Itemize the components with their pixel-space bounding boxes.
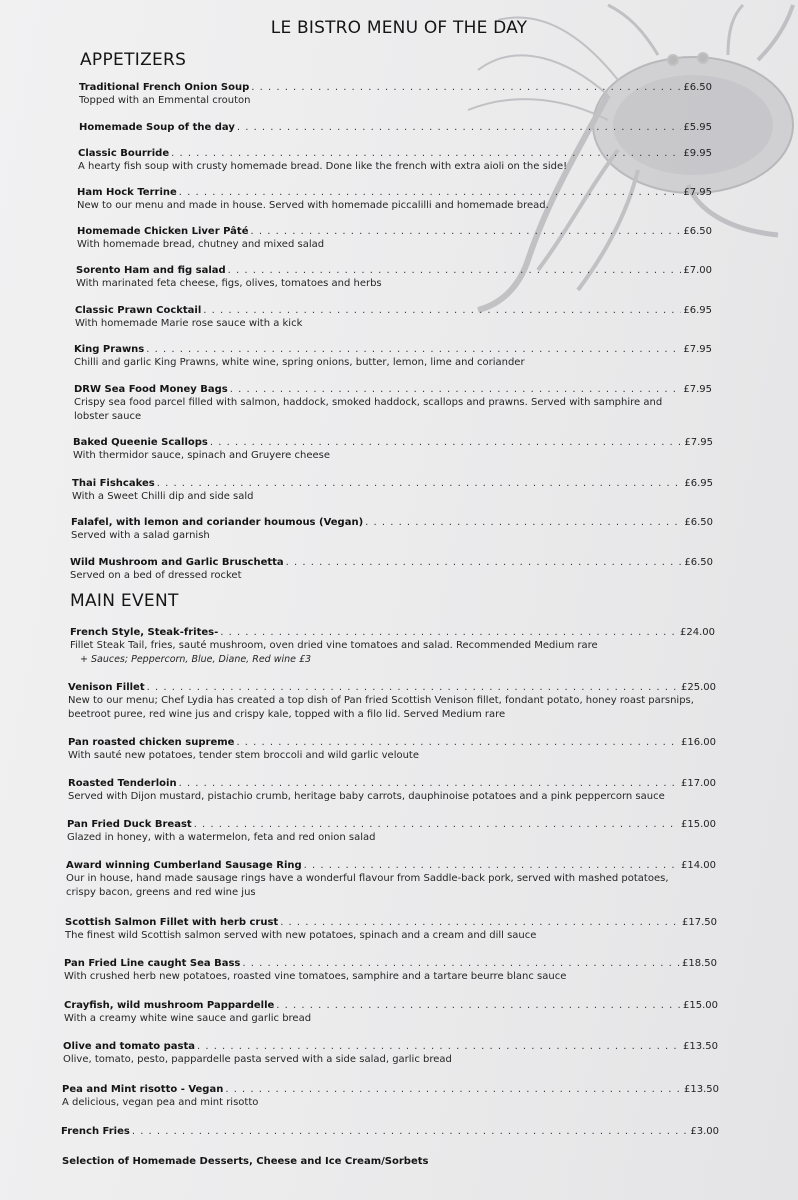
menu-item-price: £5.95	[683, 122, 712, 133]
menu-item-name: Homemade Soup of the day	[79, 122, 235, 133]
menu-item	[61, 1126, 719, 1137]
menu-item	[68, 778, 716, 804]
menu-item-row	[68, 682, 716, 693]
menu-item-price: £6.95	[684, 478, 713, 489]
menu-item-row	[68, 778, 716, 789]
menu-item	[79, 82, 712, 108]
dot-leader	[280, 917, 680, 928]
menu-item-name: Homemade Chicken Liver Pâté	[77, 226, 249, 237]
dot-leader	[157, 478, 683, 489]
menu-item	[64, 958, 717, 984]
menu-item-price: £7.95	[683, 384, 712, 395]
dot-leader	[251, 226, 682, 237]
menu-item-description: New to our menu; Chef Lydia has created a top dish of Pan fried Scottish Venison fillet, fondant potato, honey roast parsnips, beetroot puree, red wine jus and crispy kale, topped with a filo lid. Served Medium rare	[68, 695, 694, 720]
menu-item-row	[73, 437, 713, 448]
menu-item-name: Crayfish, wild mushroom Pappardelle	[64, 1000, 275, 1011]
menu-item-price: £15.00	[683, 1000, 718, 1011]
menu-item-description: With homemade Marie rose sauce with a kick	[75, 318, 303, 329]
menu-item	[77, 187, 712, 213]
menu-item-description: With sauté new potatoes, tender stem broccoli and wild garlic veloute	[68, 750, 419, 761]
menu-item-name: Baked Queenie Scallops	[73, 437, 208, 448]
dot-leader	[220, 627, 678, 638]
menu-item-description: With crushed herb new potatoes, roasted vine tomatoes, samphire and a tartare beurre blanc sauce	[64, 971, 567, 982]
menu-item	[77, 226, 712, 252]
menu-item-row	[78, 148, 712, 159]
menu-item-name: Pan Fried Line caught Sea Bass	[64, 958, 241, 969]
dot-leader	[286, 557, 683, 568]
menu-item-description: The finest wild Scottish salmon served with new potatoes, spinach and a cream and dill sauce	[65, 930, 537, 941]
desserts-note: Selection of Homemade Desserts, Cheese and Ice Cream/Sorbets	[62, 1156, 429, 1167]
menu-item-name: Olive and tomato pasta	[63, 1041, 195, 1052]
menu-item-description: With a Sweet Chilli dip and side sald	[72, 491, 254, 502]
menu-item-price: £6.50	[684, 557, 713, 568]
dot-leader	[251, 82, 681, 93]
menu-item-name: Scottish Salmon Fillet with herb crust	[65, 917, 279, 928]
menu-item	[74, 344, 712, 370]
appetizers-heading: APPETIZERS	[80, 50, 187, 70]
menu-item-name: Ham Hock Terrine	[77, 187, 177, 198]
menu-item-name: Traditional French Onion Soup	[79, 82, 250, 93]
menu-item-row	[72, 478, 713, 489]
menu-item-name: Pan roasted chicken supreme	[68, 737, 235, 748]
menu-item	[67, 819, 716, 845]
menu-item-price: £16.00	[681, 737, 716, 748]
menu-item-price: £7.95	[684, 437, 713, 448]
dot-leader	[365, 517, 682, 528]
menu-item-row	[64, 958, 717, 969]
menu-item-row	[66, 860, 716, 871]
menu-item-name: Falafel, with lemon and coriander houmous (Vegan)	[71, 517, 364, 528]
menu-item-row	[75, 305, 712, 316]
menu-item-description: Chilli and garlic King Prawns, white wine, spring onions, butter, lemon, lime and coriander	[74, 357, 525, 368]
menu-item-row	[74, 384, 712, 395]
menu-item-description: Served with a salad garnish	[71, 530, 210, 541]
menu-item-description: With homemade bread, chutney and mixed salad	[77, 239, 325, 250]
menu-item-description: Served with Dijon mustard, pistachio crumb, heritage baby carrots, dauphinoise potatoes and a pink peppercorn sauce	[68, 791, 665, 802]
menu-item-price: £13.50	[683, 1041, 718, 1052]
menu-item-price: £17.00	[681, 778, 716, 789]
menu-item-row	[76, 265, 712, 276]
menu-item-price: £7.95	[683, 187, 712, 198]
menu-item-row	[70, 627, 715, 638]
menu-item-row	[74, 344, 712, 355]
menu-item-name: French Fries	[61, 1126, 130, 1137]
dot-leader	[236, 737, 679, 748]
menu-item-description: Glazed in honey, with a watermelon, feta and red onion salad	[67, 832, 376, 843]
menu-item-name: Pan Fried Duck Breast	[67, 819, 192, 830]
menu-item-name: DRW Sea Food Money Bags	[74, 384, 228, 395]
dot-leader	[147, 682, 679, 693]
menu-item-row	[77, 226, 712, 237]
menu-item-price: £25.00	[681, 682, 716, 693]
menu-item-description: Served on a bed of dressed rocket	[70, 570, 242, 581]
dot-leader	[194, 819, 679, 830]
menu-item-description: New to our menu and made in house. Served with homemade piccalilli and homemade bread.	[77, 200, 549, 211]
menu-item	[72, 478, 713, 504]
menu-item-price: £3.00	[690, 1126, 719, 1137]
menu-item-price: £17.50	[682, 917, 717, 928]
dot-leader	[179, 187, 682, 198]
menu-item-description: With thermidor sauce, spinach and Gruyere cheese	[73, 450, 330, 461]
menu-item-price: £6.50	[683, 226, 712, 237]
dot-leader	[132, 1126, 689, 1137]
menu-item-name: French Style, Steak-frites-	[70, 627, 219, 638]
menu-item	[74, 384, 712, 424]
dot-leader	[276, 1000, 681, 1011]
dot-leader	[179, 778, 679, 789]
dot-leader	[225, 1084, 682, 1095]
menu-item-price: £6.50	[683, 82, 712, 93]
menu-item-row	[70, 557, 713, 568]
menu-item-description: Olive, tomato, pesto, pappardelle pasta served with a side salad, garlic bread	[63, 1054, 452, 1065]
menu-item-name: Classic Bourride	[78, 148, 170, 159]
dot-leader	[242, 958, 680, 969]
menu-item-name: Venison Fillet	[68, 682, 145, 693]
menu-item-description: Fillet Steak Tail, fries, sauté mushroom, oven dried vine tomatoes and salad. Recommended Medium rare	[70, 640, 598, 651]
menu-item-description: With marinated feta cheese, figs, olives, tomatoes and herbs	[76, 278, 382, 289]
menu-item-note: + Sauces; Peppercorn, Blue, Diane, Red wine £3	[80, 654, 312, 665]
dot-leader	[230, 384, 682, 395]
menu-item-price: £18.50	[682, 958, 717, 969]
menu-item	[63, 1041, 718, 1067]
menu-item	[79, 122, 712, 133]
menu-item-price: £6.50	[684, 517, 713, 528]
menu-item-name: Wild Mushroom and Garlic Bruschetta	[70, 557, 284, 568]
menu-item	[71, 517, 713, 543]
menu-item-name: Award winning Cumberland Sausage Ring	[66, 860, 302, 871]
menu-item	[70, 627, 715, 666]
menu-item-row	[61, 1126, 719, 1137]
menu-item	[78, 148, 712, 174]
menu-item	[75, 305, 712, 331]
menu-item-price: £7.00	[683, 265, 712, 276]
menu-item-description: Crispy sea food parcel filled with salmon, haddock, smoked haddock, scallops and prawns. Served with samphire and lobster sauce	[74, 397, 663, 422]
menu-item	[68, 682, 716, 722]
menu-item-name: Pea and Mint risotto - Vegan	[62, 1084, 224, 1095]
menu-item-description: A delicious, vegan pea and mint risotto	[62, 1097, 259, 1108]
menu-item-description: With a creamy white wine sauce and garlic bread	[64, 1013, 312, 1024]
menu-item-row	[62, 1084, 719, 1095]
menu-item	[62, 1084, 719, 1110]
menu-item-row	[68, 737, 716, 748]
dot-leader	[210, 437, 682, 448]
menu-item-row	[64, 1000, 718, 1011]
menu-item-row	[79, 122, 712, 133]
dot-leader	[146, 344, 681, 355]
dot-leader	[171, 148, 681, 159]
dot-leader	[237, 122, 682, 133]
menu-item-price: £14.00	[681, 860, 716, 871]
dot-leader	[228, 265, 682, 276]
menu-item-description: Topped with an Emmental crouton	[79, 95, 251, 106]
menu-item-price: £6.95	[683, 305, 712, 316]
menu-item-description: Our in house, hand made sausage rings have a wonderful flavour from Saddle-back pork, served with mashed potatoes, crispy bacon, greens and red wine jus	[66, 873, 669, 898]
menu-title: LE BISTRO MENU OF THE DAY	[270, 18, 528, 38]
menu-item	[66, 860, 716, 900]
menu-item	[65, 917, 717, 943]
menu-item	[76, 265, 712, 291]
menu-item-description: A hearty fish soup with crusty homemade bread. Done like the french with extra aioli on the side!	[78, 161, 568, 172]
menu-item-name: Thai Fishcakes	[72, 478, 155, 489]
menu-item-price: £15.00	[681, 819, 716, 830]
menu-item-name: Roasted Tenderloin	[68, 778, 177, 789]
menu-item-price: £13.50	[684, 1084, 719, 1095]
menu-item	[64, 1000, 718, 1026]
menu-item-price: £9.95	[683, 148, 712, 159]
menu-item	[73, 437, 713, 463]
menu-item	[70, 557, 713, 583]
menu-item-row	[71, 517, 713, 528]
menu-item-row	[77, 187, 712, 198]
menu-item-name: Classic Prawn Cocktail	[75, 305, 202, 316]
menu-item-name: Sorento Ham and fig salad	[76, 265, 226, 276]
menu-item-row	[65, 917, 717, 928]
menu-item-row	[63, 1041, 718, 1052]
menu-item	[68, 737, 716, 763]
menu-item-price: £7.95	[683, 344, 712, 355]
menu-item-row	[79, 82, 712, 93]
dot-leader	[203, 305, 681, 316]
menu-item-row	[67, 819, 716, 830]
dot-leader	[197, 1041, 681, 1052]
menu-item-name: King Prawns	[74, 344, 145, 355]
menu-item-price: £24.00	[680, 627, 715, 638]
main-event-heading: MAIN EVENT	[70, 591, 179, 611]
dot-leader	[304, 860, 679, 871]
